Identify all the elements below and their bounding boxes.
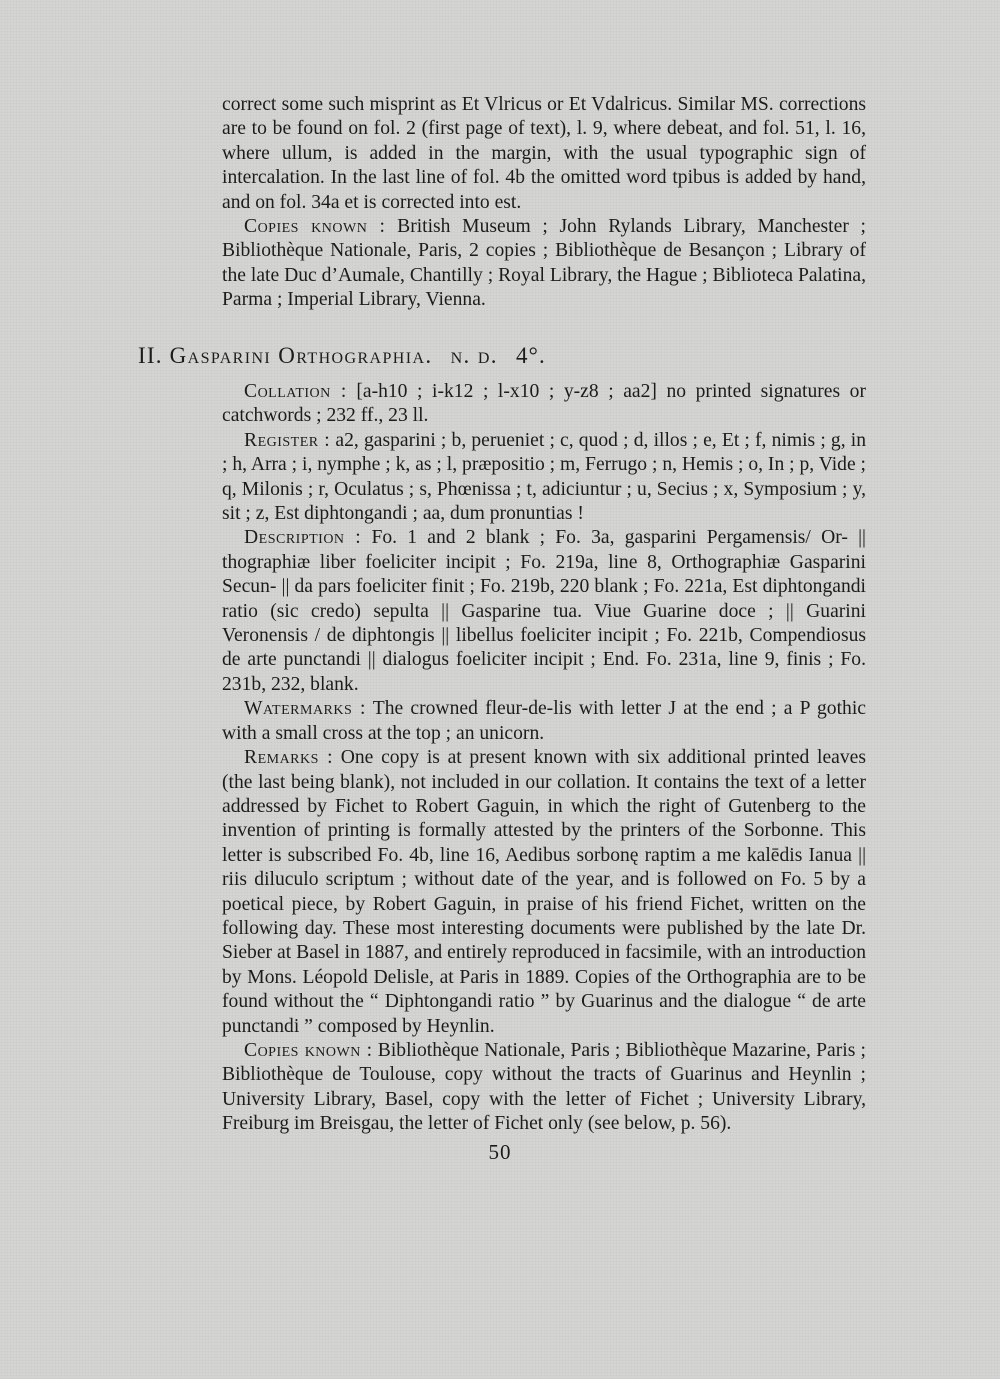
copies-known-paragraph-one (222, 215, 866, 313)
watermarks-label: Watermarks : (244, 698, 366, 720)
register-text: a2, gasparini ; b, perueniet ; c, quod ; d, illos ; e, Et ; f, nimis ; g, in ; h, Arra ; i, nymphe ; k, as ; l, præpositio ; m, Ferrugo ; n, Hemis ; o, In ; p, Vide ; q, Milonis ; r, Oculatus ; s, Phœnissa ; t, adiciuntur ; u, Secius ; x, Symposium ; y, sit ; z, Est diphtongandi ; aa, dum pronuntias ! (222, 429, 867, 525)
collation-paragraph (222, 380, 866, 429)
copies-known-text-two: Bibliothèque Nationale, Paris ; Bibliothèque Mazarine, Paris ; Bibliothèque de Toulouse, copy without the tracts of Guarinus and Heynlin ; University Library, Basel, copy with the letter of Fichet ; University Library, Freiburg im Breisgau, the letter of Fichet only (see below, p. 56). (222, 1039, 866, 1135)
collation-label: Collation : (244, 381, 347, 402)
section-one (222, 93, 866, 313)
section-two-body (222, 380, 866, 1137)
section-title: Gasparini Orthographia. (169, 343, 433, 368)
remarks-paragraph (222, 746, 866, 1039)
register-label: Register : (244, 429, 331, 451)
section-two-heading (138, 343, 546, 369)
section-format: 4°. (515, 343, 546, 368)
copies-known-text: British Museum ; John Rylands Library, Manchester ; Bibliothèque Nationale, Paris, 2 copies ; Bibliothèque de Besançon ; Library of the late Duc d’Aumale, Chantilly ; Royal Library, the Hague ; Biblioteca Palatina, Parma ; Imperial Library, Vienna. (222, 216, 866, 311)
remarks-label: Remarks : (244, 747, 334, 769)
copies-known-paragraph-two (222, 1039, 866, 1137)
watermarks-text: The crowned fleur-de-lis with letter J at the end ; a P gothic with a small cross at the top ; an unicorn. (222, 698, 866, 744)
description-paragraph (222, 526, 866, 697)
description-label: Description : (244, 527, 362, 549)
continuation-paragraph: correct some such misprint as Et Vlricus or Et Vdalricus. Similar MS. corrections are to be found on fol. 2 (first page of text), l. 9, where debeat, and fol. 51, l. 16, where ullum, is added in the margin, with the usual typographic sign of intercalation. In the last line of fol. 4b the omitted word tpibus is added by hand, and on fol. 34a et is corrected into est. (222, 94, 866, 213)
watermarks-paragraph (222, 697, 866, 746)
page-number: 50 (488, 1140, 512, 1164)
description-text: Fo. 1 and 2 blank ; Fo. 3a, gasparini Pergamensis/ Or- || thographiæ liber foeliciter incipit ; Fo. 219a, line 8, Orthographiæ Gasparini Secun- || da pars foeliciter finit ; Fo. 219b, 220 blank ; Fo. 221a, Est diphtongandi ratio (sic credo) sepulta || Gasparine tua. Viue Guarine doce ; || Guarini Veronensis / de diphtongis || libellus foeliciter incipit ; Fo. 221b, Compendiosus de arte punctandi || dialogus foeliciter incipit ; End. Fo. 231a, line 9, finis ; Fo. 231b, 232, blank. (222, 527, 866, 695)
section-date: n. d. (450, 343, 498, 368)
collation-text: [a-h10 ; i-k12 ; l-x10 ; y-z8 ; aa2] no printed signatures or catchwords ; 232 ff., 23 ll. (222, 381, 866, 427)
section-numeral: II. (138, 343, 163, 368)
copies-known-label: Copies known : (244, 216, 386, 238)
copies-known-label-two: Copies known : (244, 1039, 373, 1061)
register-paragraph (222, 429, 866, 527)
remarks-text: One copy is at present known with six additional printed leaves (the last being blank), not included in our collation. It contains the text of a letter addressed by Fichet to Robert Gaguin, in which the right of Gutenberg to the invention of printing is formally attested by the printers of the Sorbonne. This letter is subscribed Fo. 4b, line 16, Aedibus sorbonę raptim a me kalēdis Ianua || riis diluculo scriptum ; without date of the year, and is followed on Fo. 5 by a poetical piece, by Robert Gaguin, in praise of his friend Fichet, written on the following day. These most interesting documents were published by the late Dr. Sieber at Basel in 1887, and entirely reproduced in facsimile, with an introduction by Mons. Léopold Delisle, at Paris in 1889. Copies of the Orthographia are to be found without the “ Diphtongandi ratio ” by Guarinus and the dialogue “ de arte punctandi ” composed by Heynlin. (222, 747, 866, 1037)
